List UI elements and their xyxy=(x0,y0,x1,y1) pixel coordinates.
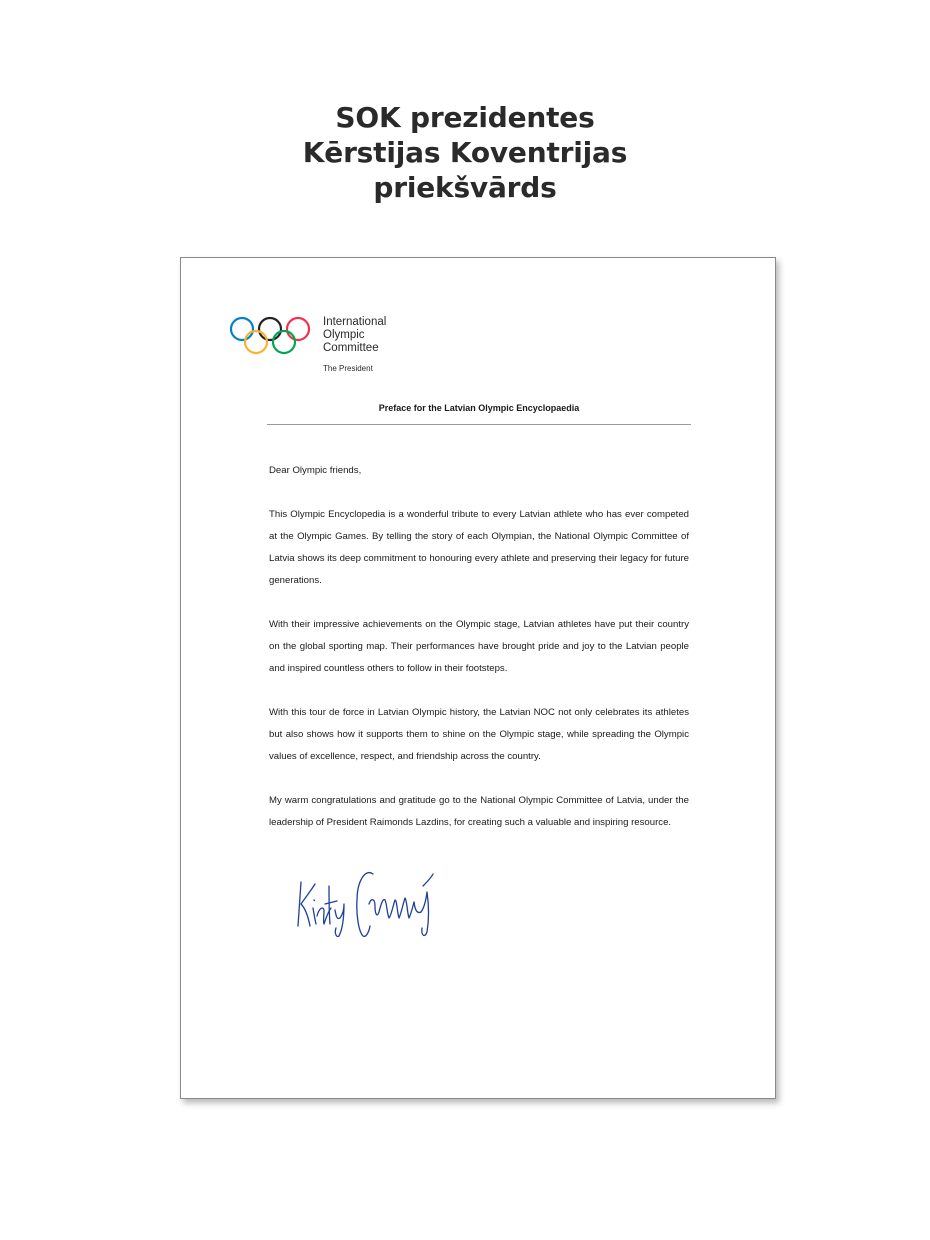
org-name-line-1: International xyxy=(323,316,387,328)
org-name xyxy=(323,316,386,355)
page-title xyxy=(0,100,930,205)
org-block xyxy=(323,316,386,373)
letter-title: Preface for the Latvian Olympic Encyclopaedia xyxy=(378,403,580,413)
paragraph-2: With their impressive achievements on the Olympic stage, Latvian athletes have put their country on the global sporting map. Their performances have brought pride and joy to the Latvian people and inspired countless others to follow in their footsteps. xyxy=(269,619,689,674)
page-title-line-2: Kērstijas Koventrijas xyxy=(302,136,628,169)
signature-image xyxy=(293,856,443,938)
letter-sheet xyxy=(180,257,776,1099)
paragraph-1: This Olympic Encyclopedia is a wonderful tribute to every Latvian athlete who has ever competed at the Olympic Games. By telling the story of each Olympian, the National Olympic Committee of Latvia shows its deep commitment to honouring every athlete and preserving their legacy for future generations. xyxy=(269,509,689,586)
title-divider xyxy=(267,424,691,425)
olympic-rings-icon xyxy=(229,316,311,356)
letter-body xyxy=(269,460,689,834)
org-name-line-3: Committee xyxy=(323,342,379,354)
org-name-line-2: Olympic xyxy=(323,329,365,341)
salutation: Dear Olympic friends, xyxy=(269,465,362,476)
letterhead xyxy=(229,316,386,373)
page-title-line-3: priekšvārds xyxy=(373,171,557,204)
paragraph-3: With this tour de force in Latvian Olympic history, the Latvian NOC not only celebrates its athletes but also shows how it supports them to shine on the Olympic stage, while spreading the Olympic values of excellence, respect, and friendship across the country. xyxy=(269,707,689,762)
paragraph-4: My warm congratulations and gratitude go to the National Olympic Committee of Latvia, under the leadership of President Raimonds Lazdins, for creating such a valuable and inspiring resource. xyxy=(269,795,689,828)
org-role: The President xyxy=(323,364,373,373)
page-title-line-1: SOK prezidentes xyxy=(335,101,595,134)
